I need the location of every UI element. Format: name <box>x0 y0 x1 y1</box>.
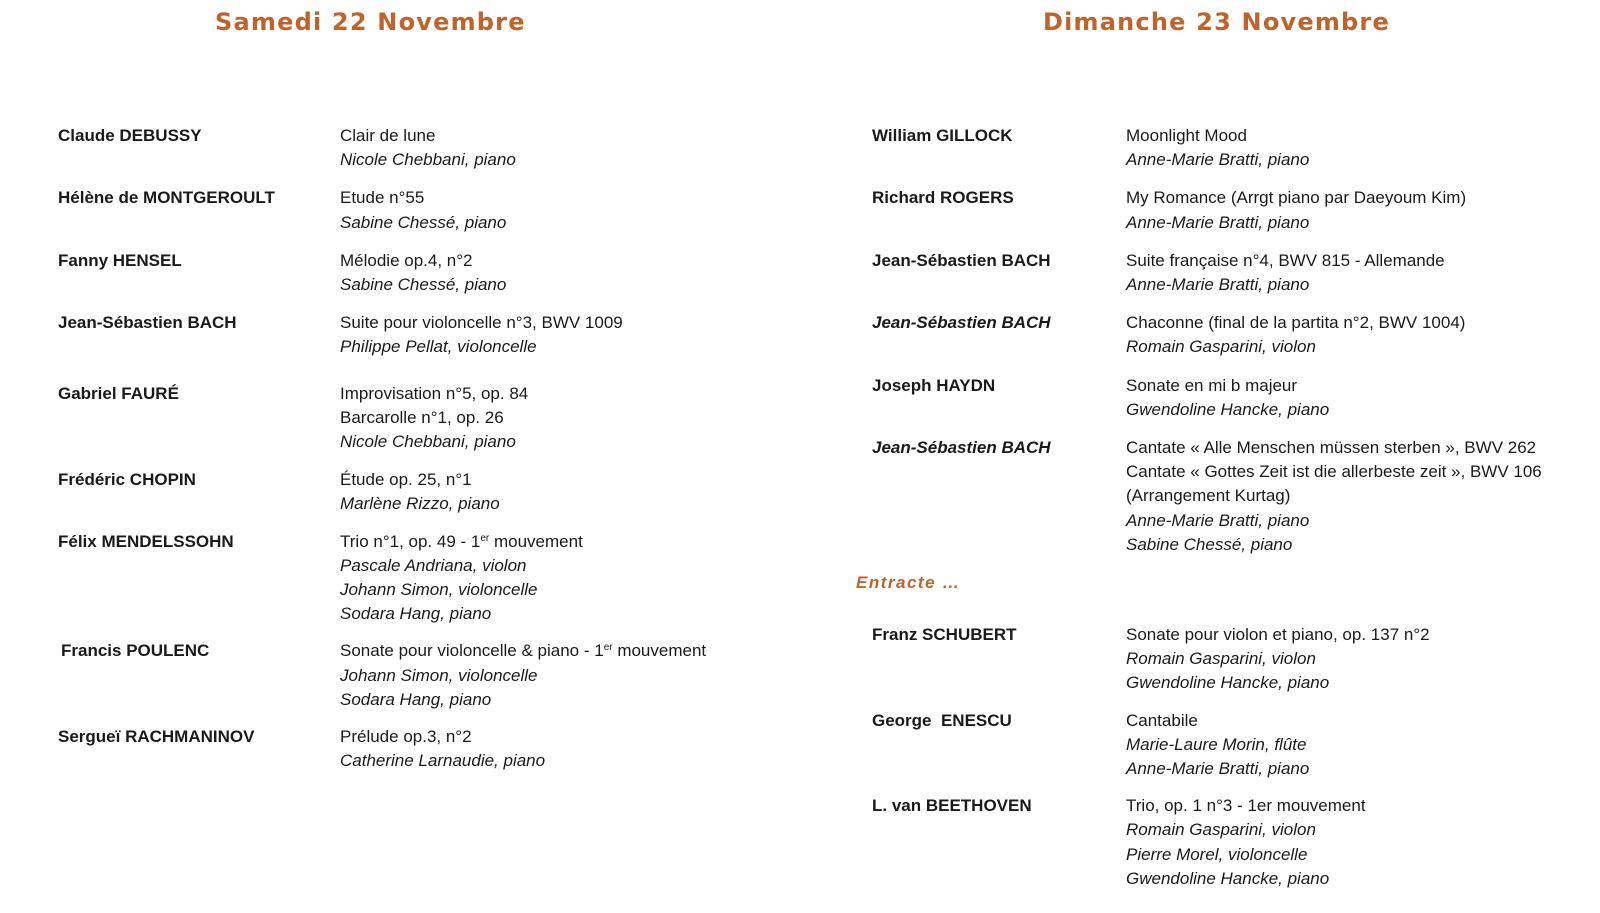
performer: Anne-Marie Bratti, piano <box>1126 275 1310 295</box>
program-entry <box>872 436 1592 557</box>
saturday-title: Samedi 22 Novembre <box>215 8 526 36</box>
entry-details <box>1126 186 1466 234</box>
performer: Sabine Chessé, piano <box>340 275 507 295</box>
entry-details <box>1126 249 1445 297</box>
composer-name: Claude DEBUSSY <box>58 126 202 145</box>
work-title: Etude n°55 <box>340 188 425 208</box>
program-entry <box>58 639 778 712</box>
performer: Nicole Chebbani, piano <box>340 432 516 452</box>
entry-details <box>1126 436 1542 557</box>
work-title: Cantabile <box>1126 710 1198 730</box>
composer-name: Jean-Sébastien BACH <box>872 438 1051 458</box>
performer: Romain Gasparini, violon <box>1126 337 1316 357</box>
entry-details <box>340 382 528 455</box>
composer-name: Félix MENDELSSOHN <box>58 531 234 551</box>
entry-details <box>1126 794 1366 891</box>
program-entry <box>872 124 1592 172</box>
entry-details <box>340 186 506 234</box>
composer-name: Hélène de MONTGEROULT <box>58 188 275 208</box>
entry-details <box>1126 311 1465 359</box>
performer: Sodara Hang, piano <box>340 689 492 709</box>
composer-name: L. van BEETHOVEN <box>872 796 1032 816</box>
work-title: Prélude op.3, n°2 <box>340 727 472 747</box>
entry-details <box>340 530 583 627</box>
performer: Marie-Laure Morin, flûte <box>1126 734 1307 754</box>
performer: Romain Gasparini, violon <box>1126 820 1316 840</box>
performer: Johann Simon, violoncelle <box>340 665 538 685</box>
program-entry <box>58 382 778 455</box>
work-title <box>340 530 583 554</box>
superscript-suffix: er <box>603 642 613 654</box>
composer-name: Gabriel FAURÉ <box>58 383 179 403</box>
program-entry <box>58 468 778 516</box>
composer-name: Frédéric CHOPIN <box>58 470 196 490</box>
work-title: Suite pour violoncelle n°3, BWV 1009 <box>340 313 623 333</box>
work-title: Cantate « Alle Menschen müssen sterben », BWV 262 <box>1126 438 1537 458</box>
program-entry <box>872 311 1592 359</box>
work-title-main: Trio n°1, op. 49 - 1 <box>340 531 481 551</box>
entry-details <box>1126 623 1430 696</box>
performer: Sodara Hang, piano <box>340 604 492 624</box>
entry-details <box>1126 709 1309 782</box>
composer-name: Jean-Sébastien BACH <box>58 313 237 333</box>
work-title: Sonate en mi b majeur <box>1126 375 1298 395</box>
work-title <box>340 639 706 663</box>
program-entry <box>872 623 1592 696</box>
program-entry <box>872 374 1592 422</box>
work-title: My Romance (Arrgt piano par Daeyoum Kim) <box>1126 188 1467 208</box>
performer: Philippe Pellat, violoncelle <box>340 337 537 357</box>
work-title: Étude op. 25, n°1 <box>340 470 472 490</box>
saturday-program <box>58 124 778 773</box>
composer-name: Francis POULENC <box>61 641 210 661</box>
sunday-title: Dimanche 23 Novembre <box>1043 8 1390 36</box>
composer-name: Jean-Sébastien BACH <box>872 250 1051 270</box>
program-entry <box>872 186 1592 234</box>
performer: Gwendoline Hancke, piano <box>1126 673 1330 693</box>
performer: Nicole Chebbani, piano <box>340 150 516 170</box>
entry-details <box>1126 374 1329 422</box>
composer-name: William GILLOCK <box>872 126 1013 145</box>
entry-details <box>340 311 623 359</box>
performer: Anne-Marie Bratti, piano <box>1126 510 1310 530</box>
performer: Pascale Andriana, violon <box>340 555 527 575</box>
performer: Sabine Chessé, piano <box>340 212 507 232</box>
composer-name: Joseph HAYDN <box>872 375 996 395</box>
superscript-suffix: er <box>480 532 490 544</box>
work-title: (Arrangement Kurtag) <box>1126 486 1291 506</box>
entry-details <box>340 468 500 516</box>
composer-name: George ENESCU <box>872 710 1012 730</box>
work-title-main: Sonate pour violoncelle & piano - 1 <box>340 641 604 661</box>
entry-details <box>1126 124 1309 172</box>
work-title: Suite française n°4, BWV 815 - Allemande <box>1126 250 1445 270</box>
program-entry <box>872 794 1592 891</box>
work-title: Mélodie op.4, n°2 <box>340 250 473 270</box>
composer-name: Franz SCHUBERT <box>872 625 1017 645</box>
performer: Anne-Marie Bratti, piano <box>1126 150 1310 170</box>
composer-name: Sergueï RACHMANINOV <box>58 727 255 747</box>
work-title: Trio, op. 1 n°3 - 1er mouvement <box>1126 796 1366 816</box>
work-title: Sonate pour violon et piano, op. 137 n°2 <box>1126 625 1430 645</box>
performer: Pierre Morel, violoncelle <box>1126 844 1308 864</box>
performer: Johann Simon, violoncelle <box>340 580 538 600</box>
performer: Anne-Marie Bratti, piano <box>1126 212 1310 232</box>
program-entry <box>58 725 778 773</box>
program-entry <box>872 249 1592 297</box>
entry-details <box>340 725 545 773</box>
entry-details <box>340 124 516 172</box>
performer: Sabine Chessé, piano <box>1126 534 1293 554</box>
performer: Gwendoline Hancke, piano <box>1126 868 1330 888</box>
program-entry <box>872 709 1592 782</box>
performer: Marlène Rizzo, piano <box>340 494 500 514</box>
work-title-rest: mouvement <box>612 641 707 661</box>
performer: Romain Gasparini, violon <box>1126 649 1316 669</box>
program-entry <box>58 186 778 234</box>
work-title: Cantate « Gottes Zeit ist die allerbeste zeit », BWV 106 <box>1126 462 1542 482</box>
work-title: Clair de lune <box>340 126 436 145</box>
entry-details <box>340 639 706 712</box>
composer-name: Jean-Sébastien BACH <box>872 313 1051 333</box>
work-title: Moonlight Mood <box>1126 126 1247 145</box>
performer: Catherine Larnaudie, piano <box>340 751 546 771</box>
sunday-program <box>856 124 1592 891</box>
work-title: Chaconne (final de la partita n°2, BWV 1004) <box>1126 313 1466 333</box>
work-title-rest: mouvement <box>489 531 583 551</box>
work-title: Improvisation n°5, op. 84 <box>340 383 529 403</box>
program-entry <box>58 249 778 297</box>
performer: Gwendoline Hancke, piano <box>1126 399 1330 419</box>
entracte-label: Entracte … <box>856 573 961 593</box>
composer-name: Richard ROGERS <box>872 188 1014 208</box>
program-entry <box>58 311 778 359</box>
composer-name: Fanny HENSEL <box>58 250 182 270</box>
work-title: Barcarolle n°1, op. 26 <box>340 407 504 427</box>
program-entry <box>58 124 778 172</box>
program-entry <box>58 530 778 627</box>
performer: Anne-Marie Bratti, piano <box>1126 759 1310 779</box>
entry-details <box>340 249 506 297</box>
